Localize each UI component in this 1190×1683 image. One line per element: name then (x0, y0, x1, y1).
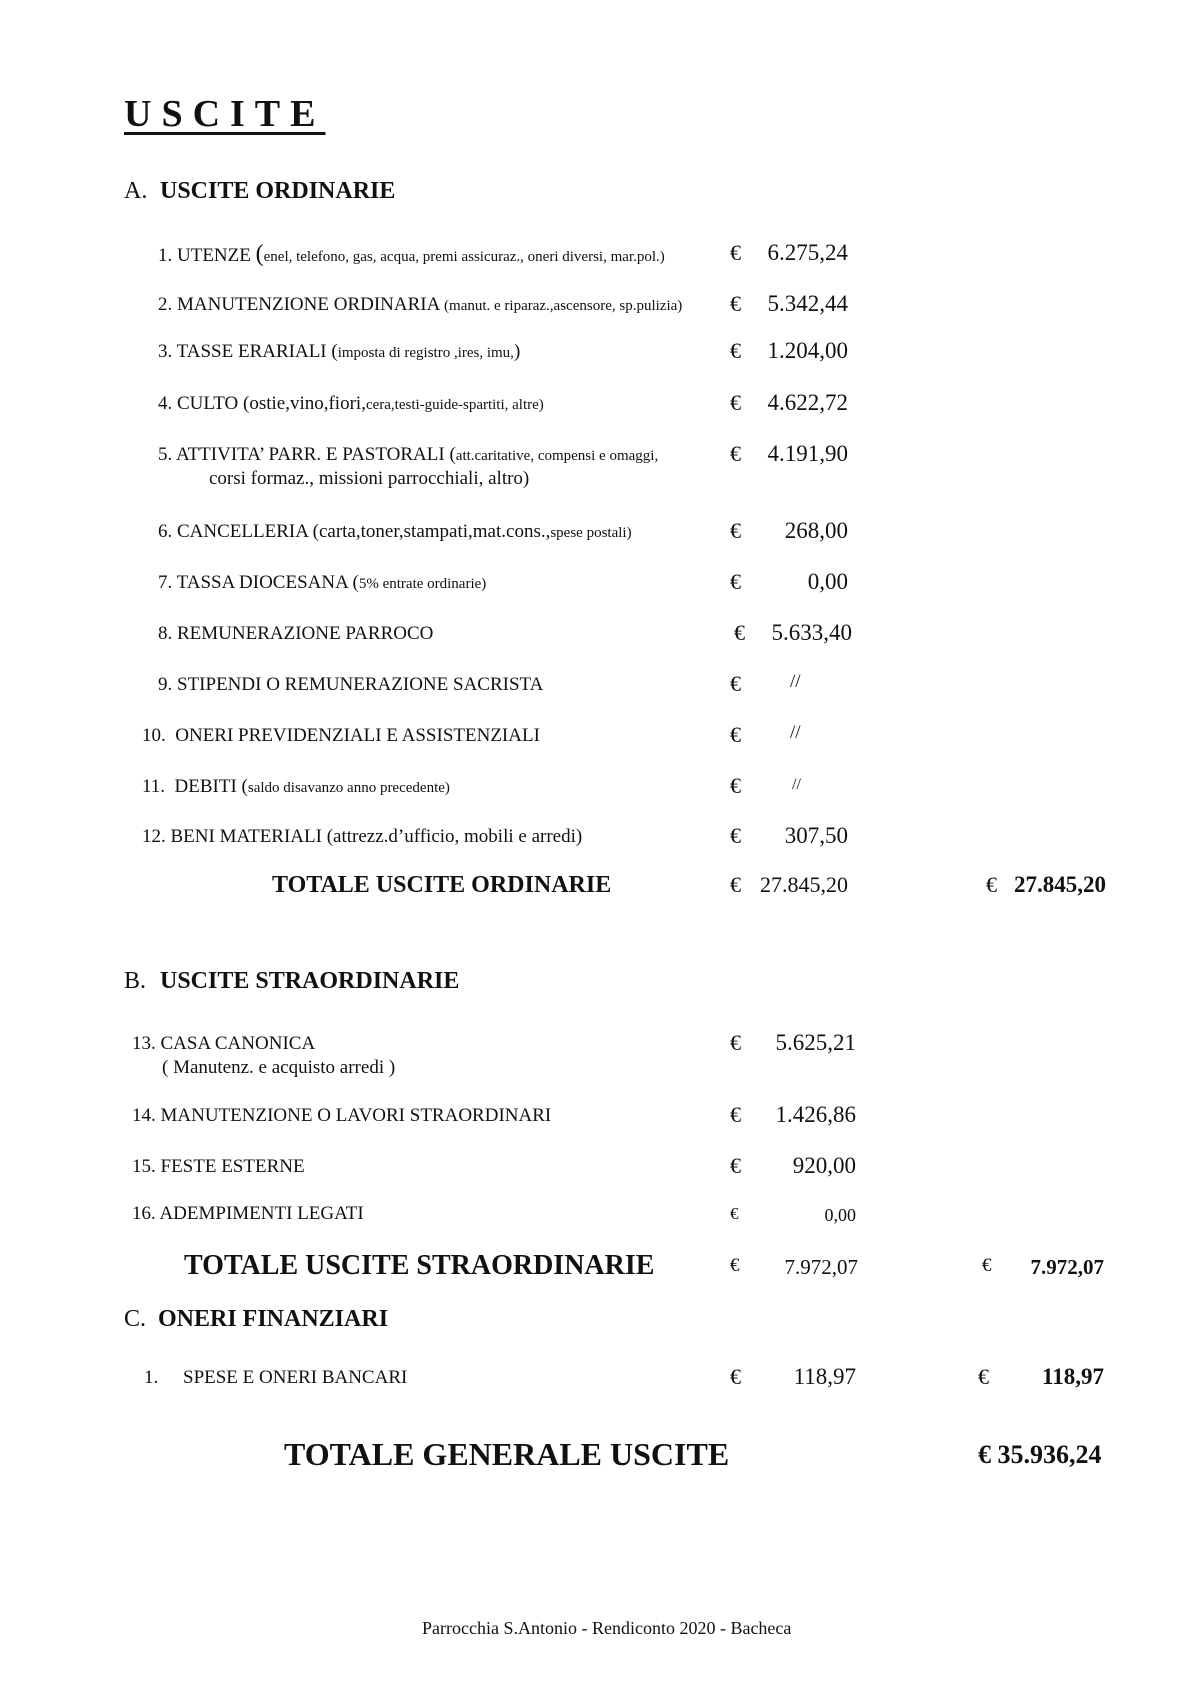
bank-item-label: SPESE E ONERI BANCARI (183, 1367, 408, 1388)
section-c-title: ONERI FINANZIARI (158, 1306, 389, 1332)
total-extraordinary-right: 7.972,07 (1030, 1255, 1104, 1279)
expense-item-1: 1. UTENZE (enel, telefono, gas, acqua, premi assicuraz., oneri diversi, mar.pol.) (158, 241, 665, 267)
section-a-letter: A. (124, 178, 148, 204)
total-ordinary-right: 27.845,20 (1014, 872, 1106, 897)
bank-item-num: 1. (144, 1367, 159, 1388)
expense-value-1: 6.275,24 (767, 240, 848, 265)
expense-value-9: // (790, 671, 801, 692)
total-extraordinary-value: 7.972,07 (784, 1255, 858, 1279)
expense-item-4: 4. CULTO (ostie,vino,fiori,cera,testi-guide-spartiti, altre) (158, 393, 544, 414)
euro-sign: € (730, 1153, 741, 1178)
euro-sign: € (982, 1255, 992, 1276)
bank-item-value: 118,97 (793, 1364, 856, 1389)
expense-item-11: 11. DEBITI (saldo disavanzo anno precedente) (142, 776, 450, 797)
euro-sign: € (730, 1030, 741, 1055)
euro-sign: € (730, 569, 741, 594)
expense-value-12: 307,50 (784, 823, 848, 848)
euro-sign: € (730, 773, 741, 798)
expense-value-10: // (790, 722, 801, 743)
euro-sign: € (730, 1204, 739, 1223)
expense-item-9: 9. STIPENDI O REMUNERAZIONE SACRISTA (158, 674, 544, 695)
euro-sign: € (730, 722, 741, 747)
euro-sign: € (986, 872, 997, 897)
expense-value-7: 0,00 (807, 569, 848, 594)
euro-sign: € (730, 872, 741, 897)
euro-sign: € (730, 671, 741, 696)
euro-sign: € (730, 1364, 741, 1389)
expense-value-11: // (792, 776, 801, 793)
section-a-title: USCITE ORDINARIE (160, 178, 396, 204)
euro-sign: € (730, 240, 741, 265)
euro-sign: € (978, 1364, 989, 1389)
euro-sign: € (730, 1102, 741, 1127)
page-title: USCITE (124, 93, 326, 135)
expense-value-14: 1.426,86 (775, 1102, 856, 1127)
expense-item-10: 10. ONERI PREVIDENZIALI E ASSISTENZIALI (142, 725, 540, 746)
section-b-letter: B. (124, 968, 147, 994)
expense-item-12: 12. BENI MATERIALI (attrezz.d’ufficio, mobili e arredi) (142, 826, 583, 847)
expense-item-15: 15. FESTE ESTERNE (132, 1156, 305, 1177)
expense-value-6: 268,00 (784, 518, 848, 543)
section-b-title: USCITE STRAORDINARIE (160, 968, 460, 994)
bank-item-right: 118,97 (1042, 1364, 1104, 1389)
section-c-letter: C. (124, 1306, 147, 1332)
expense-item-6: 6. CANCELLERIA (carta,toner,stampati,mat.cons.,spese postali) (158, 521, 632, 542)
expense-value-5: 4.191,90 (767, 441, 848, 466)
expense-item-2: 2. MANUTENZIONE ORDINARIA (manut. e riparaz.,ascensore, sp.pulizia) (158, 294, 683, 315)
total-extraordinary-label: TOTALE USCITE STRAORDINARIE (184, 1250, 655, 1281)
euro-sign: € (730, 1255, 740, 1276)
grand-total-label: TOTALE GENERALE USCITE (284, 1436, 730, 1472)
expense-value-8: 5.633,40 (771, 620, 852, 645)
expense-item-5: 5. ATTIVITA’ PARR. E PASTORALI (att.caritative, compensi e omaggi, (158, 444, 659, 465)
euro-sign: € (730, 823, 741, 848)
total-ordinary-value: 27.845,20 (760, 872, 848, 897)
expense-item-7: 7. TASSA DIOCESANA (5% entrate ordinarie) (158, 572, 487, 593)
euro-sign: € (730, 441, 741, 466)
euro-sign: € (734, 620, 745, 645)
expense-value-2: 5.342,44 (767, 291, 848, 316)
expense-item-14: 14. MANUTENZIONE O LAVORI STRAORDINARI (132, 1105, 552, 1126)
page-footer: Parrocchia S.Antonio - Rendiconto 2020 - Bacheca (422, 1618, 792, 1638)
euro-sign: € (730, 338, 741, 363)
expense-value-4: 4.622,72 (767, 390, 848, 415)
expense-item-5-line2: corsi formaz., missioni parrocchiali, altro) (209, 468, 530, 489)
grand-total-value: € 35.936,24 (978, 1440, 1102, 1469)
euro-sign: € (730, 390, 741, 415)
expense-item-3: 3. TASSE ERARIALI (imposta di registro ,ires, imu,) (158, 341, 521, 362)
expense-item-16: 16. ADEMPIMENTI LEGATI (132, 1203, 364, 1224)
expense-value-16: 0,00 (824, 1205, 856, 1225)
total-ordinary-label: TOTALE USCITE ORDINARIE (272, 872, 612, 898)
expense-item-13-line2: ( Manutenz. e acquisto arredi ) (162, 1057, 396, 1078)
expense-value-13: 5.625,21 (775, 1030, 856, 1055)
expense-value-15: 920,00 (792, 1153, 856, 1178)
euro-sign: € (730, 518, 741, 543)
euro-sign: € (730, 291, 741, 316)
expense-item-13: 13. CASA CANONICA (132, 1033, 316, 1054)
expense-item-8: 8. REMUNERAZIONE PARROCO (158, 623, 434, 644)
expense-value-3: 1.204,00 (767, 338, 848, 363)
